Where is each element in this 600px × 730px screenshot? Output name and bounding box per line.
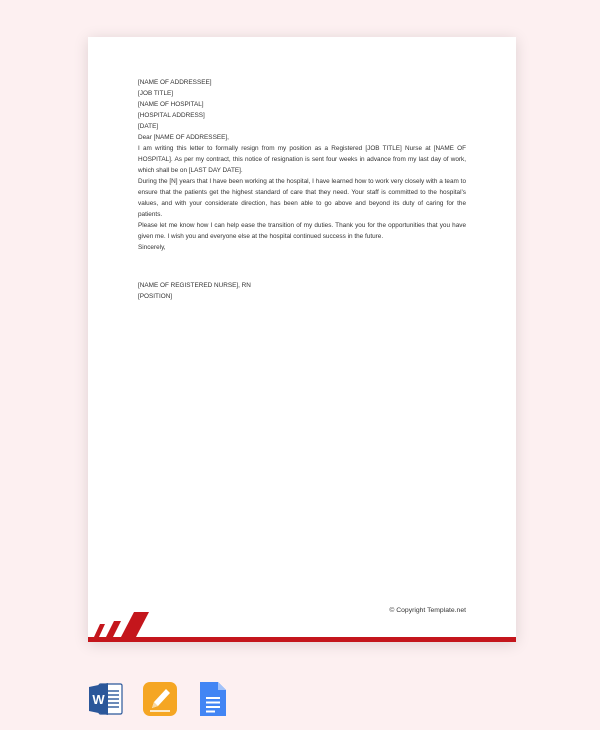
copyright-text: © Copyright Template.net — [389, 607, 466, 614]
google-docs-icon[interactable] — [198, 681, 228, 722]
svg-text:W: W — [92, 692, 105, 707]
paragraph-gratitude: Please let me know how I can help ease the transition of my duties. Thank you for the opportunities that you have given me. I wish you and everyone else at the hospital continued success in the future. — [138, 222, 466, 240]
footer-stripes-decoration — [88, 611, 158, 637]
paragraph-resignation: I am writing this letter to formally resign from my position as a Registered [JOB TITLE] Nurse at [NAME OF HOSPITAL]. As per my contract, this notice of resignation is sent four weeks in advance from my last day of work, which shall be on [LAST DAY DATE]. — [138, 145, 466, 174]
paragraph-experience: During the [N] years that I have been working at the hospital, I have learned how to work very closely with a team to ensure that the patients get the highest standard of care that they need. Your staff is committed to the hospital’s values, and with your considerate direction, has been able to go above and beyond its duty of caring for the patients. — [138, 178, 466, 218]
letter-body — [138, 77, 466, 302]
addressee-job-title: [JOB TITLE] — [138, 90, 174, 97]
letter-page — [88, 37, 516, 642]
apple-pages-icon[interactable] — [142, 681, 178, 722]
footer-accent-bar — [88, 637, 516, 642]
hospital-address: [HOSPITAL ADDRESS] — [138, 112, 205, 119]
addressee-name: [NAME OF ADDRESSEE] — [138, 79, 212, 86]
signature-name: [NAME OF REGISTERED NURSE], RN — [138, 282, 251, 289]
signature-position: [POSITION] — [138, 293, 173, 300]
addressee-block — [138, 77, 466, 121]
signature-block — [138, 280, 466, 302]
letter-date: [DATE] — [138, 123, 159, 130]
microsoft-word-icon[interactable] — [88, 681, 124, 722]
salutation: Dear [NAME OF ADDRESSEE], — [138, 134, 229, 141]
hospital-name: [NAME OF HOSPITAL] — [138, 101, 204, 108]
closing: Sincerely, — [138, 244, 166, 251]
